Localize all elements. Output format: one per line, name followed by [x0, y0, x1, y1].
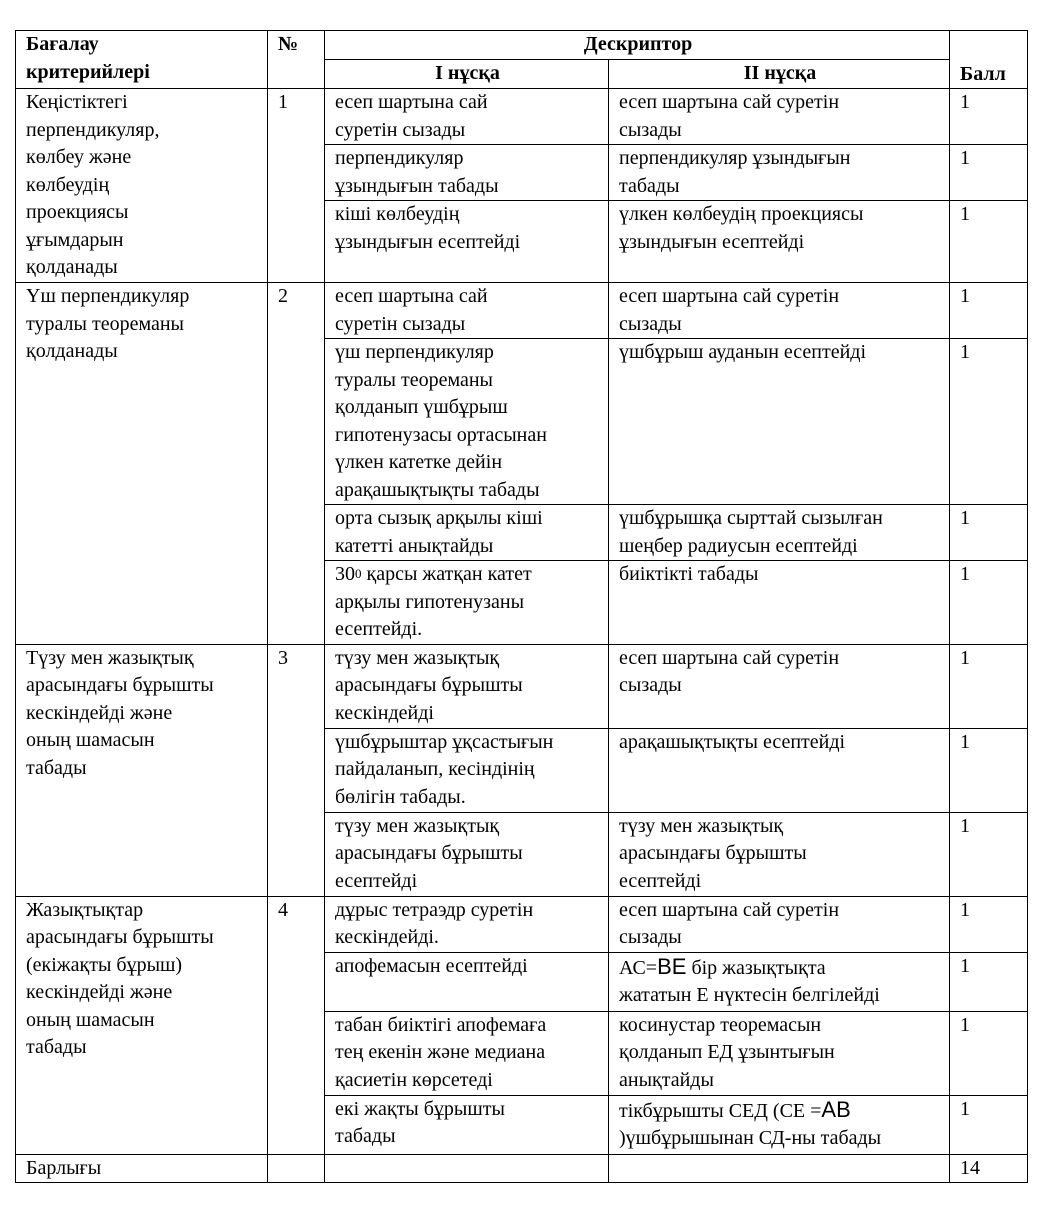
variant-1-cell: есеп шартына сай суретін сызады [325, 89, 609, 145]
score-cell: 1 [950, 89, 1028, 145]
score-cell: 1 [950, 1095, 1028, 1154]
variant-1-cell: түзу мен жазықтық арасындағы бұрышты есептейді [325, 812, 609, 896]
score-cell: 1 [950, 812, 1028, 896]
number-cell: 3 [268, 644, 325, 896]
score-cell: 1 [950, 896, 1028, 952]
criteria-cell: Түзу мен жазықтық арасындағы бұрышты кескіндейді және оның шамасын табады [16, 644, 268, 896]
variant-2-cell: түзу мен жазықтық арасындағы бұрышты есептейді [609, 812, 950, 896]
total-score: 14 [950, 1154, 1028, 1183]
score-cell: 1 [950, 561, 1028, 645]
total-variant-2-cell [609, 1154, 950, 1183]
score-cell: 1 [950, 1011, 1028, 1095]
total-number-cell [268, 1154, 325, 1183]
variant-2-cell: перпендикуляр ұзындығын табады [609, 145, 950, 201]
score-cell: 1 [950, 728, 1028, 812]
number-cell: 1 [268, 89, 325, 283]
score-cell: 1 [950, 283, 1028, 339]
variant-2-cell: есеп шартына сай суретін сызады [609, 283, 950, 339]
score-cell: 1 [950, 644, 1028, 728]
descriptor-header: Дескриптор [325, 31, 950, 60]
score-cell: 1 [950, 505, 1028, 561]
total-row [16, 1154, 1028, 1183]
header-row [16, 31, 1028, 60]
variant-1-cell: екі жақты бұрышты табады [325, 1095, 609, 1154]
table-row [16, 644, 1028, 728]
variant-1-cell: кіші көлбеудің ұзындығын есептейді [325, 201, 609, 283]
total-label: Барлығы [16, 1154, 268, 1183]
variant-2-cell: АС=ВЕ бір жазықтықта жататын Е нүктесін белгілейді [609, 952, 950, 1011]
score-cell: 1 [950, 952, 1028, 1011]
variant-2-cell: есеп шартына сай суретін сызады [609, 896, 950, 952]
score-header: Балл [950, 31, 1028, 89]
score-cell: 1 [950, 145, 1028, 201]
table-row [16, 896, 1028, 952]
variant-1-cell: апофемасын есептейді [325, 952, 609, 1011]
variant-1-cell: үш перпендикуляр туралы теореманы қолданып үшбұрыш гипотенузасы ортасынан үлкен катетке дейін арақашықтықты табады [325, 339, 609, 505]
variant-1-cell: түзу мен жазықтық арасындағы бұрышты кескіндейді [325, 644, 609, 728]
variant-1-cell: орта сызық арқылы кіші катетті анықтайды [325, 505, 609, 561]
variant-2-cell: есеп шартына сай суретін сызады [609, 89, 950, 145]
variant-1-cell: $30^0$ қарсы жатқан катет арқылы гипотенузаны есептейді. [325, 561, 609, 645]
criteria-cell: Кеңістіктегі перпендикуляр, көлбеу және көлбеудің проекциясы ұғымдарын қолданады [16, 89, 268, 283]
assessment-rubric-table [15, 30, 1028, 1183]
criteria-header: Бағалау критерийлері [16, 31, 268, 89]
variant-2-cell: үлкен көлбеудің проекциясы ұзындығын есептейді [609, 201, 950, 283]
number-cell: 4 [268, 896, 325, 1154]
variant-1-header: I нұсқа [325, 60, 609, 89]
variant-2-cell: тікбұрышты СЕД (СЕ =АВ )үшбұрышынан СД-ны табады [609, 1095, 950, 1154]
variant-1-cell: есеп шартына сай суретін сызады [325, 283, 609, 339]
score-cell: 1 [950, 339, 1028, 505]
variant-2-cell: үшбұрышқа сырттай сызылған шеңбер радиусын есептейді [609, 505, 950, 561]
number-header: № [268, 31, 325, 89]
variant-1-cell: дұрыс тетраэдр суретін кескіндейді. [325, 896, 609, 952]
variant-2-header: II нұсқа [609, 60, 950, 89]
variant-2-cell: косинустар теоремасын қолданып ЕД ұзынтығын анықтайды [609, 1011, 950, 1095]
criteria-cell: Үш перпендикуляр туралы теореманы қолданады [16, 283, 268, 645]
criteria-cell: Жазықтықтар арасындағы бұрышты (екіжақты бұрыш) кескіндейді және оның шамасын табады [16, 896, 268, 1154]
table-row [16, 283, 1028, 339]
number-cell: 2 [268, 283, 325, 645]
score-cell: 1 [950, 201, 1028, 283]
variant-2-cell: есеп шартына сай суретін сызады [609, 644, 950, 728]
variant-1-cell: табан биіктігі апофемаға тең екенін және медиана қасиетін көрсетеді [325, 1011, 609, 1095]
variant-2-cell: арақашықтықты есептейді [609, 728, 950, 812]
table-row [16, 89, 1028, 145]
variant-2-cell: үшбұрыш ауданын есептейді [609, 339, 950, 505]
variant-2-cell: биіктікті табады [609, 561, 950, 645]
total-variant-1-cell [325, 1154, 609, 1183]
variant-1-cell: үшбұрыштар ұқсастығын пайдаланып, кесіндінің бөлігін табады. [325, 728, 609, 812]
variant-1-cell: перпендикуляр ұзындығын табады [325, 145, 609, 201]
